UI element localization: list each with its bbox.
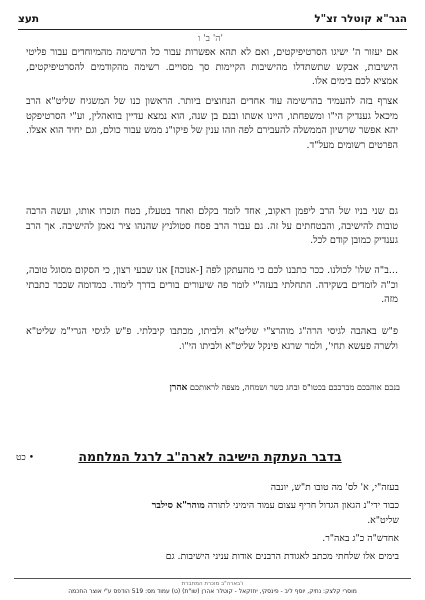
header-page-number: תעצ xyxy=(18,13,40,25)
paragraph-4: ...ב"ה שלו' לכולנו. ככר כתבנו לכם כי מהעתקן לפה [-אנוכה] אנו שבעי רצון, כי הסקום מסוגל טובה, וכ"ה לומדים בשקידה. התחלתי בעזה"י לומר פה שיעורים בורים בדרך לימוד. כמדומה שככר כתבתי מזה. xyxy=(26,265,398,305)
section-title: בדבר העתקת הישיבה לארה"ב לרגל המלחמה xyxy=(78,449,342,464)
footer-note: ו'בארה"ב מוכרת המחברת xyxy=(181,581,244,587)
header-title: הגר"א קוטלר זצ"ל xyxy=(314,13,407,25)
letter-body: בימים אלו שלחתי מכתב לאגודת הרבנים אודות עניני הישיבות. גם xyxy=(165,551,399,562)
letter-greeting xyxy=(152,500,399,511)
closing-line xyxy=(90,382,400,393)
footer-source: מוסרי קלצק: נתיק, יוסף ליב - פינסקי, יחזקאל - קוטלר אהרן (שו"ת) (ט) עמוד מס: 519 הודפס ע"י אוצר החכמה xyxy=(68,588,357,595)
paragraph-1: אם יעזור ה' ישיגו הסרטיפיקטים, ואם לא תהא אפשרות עבור כל הרשימה מהמיוחדים עבור פליטי הישיבות, אבקש שתשתדלו מהישיבות הקיימות סך מסויים. רשימה מהקודמים להסרטיפיקטים, אמציא לכם בימים אלו. xyxy=(26,47,398,87)
letter-honorific: שליט"א. xyxy=(367,515,399,526)
running-header xyxy=(18,9,407,30)
ornament-mark: ה' ב' ו' xyxy=(198,34,223,44)
letter-date: בעזה"י, א' לס' מה טובו ת"ש, יונבה xyxy=(270,482,399,493)
paragraph-3: גם שני בניו של הרב ליפמן ראקוב, אחד לומד בקלם ואחד בטעלז, בטח תזכרו אותו, ועשה הרבה טובות להישיבה, והבטחתים על זה. גם עבור הרב פסח סטולניץ שהנהו ציר נאמן להישיבה. אך הרב גענדיק כמובן קודם לכל. xyxy=(26,206,398,246)
paragraph-5: פ"ש באהבה לגיסי הרה"ג מוהרצ"י שליט"א ולביתו, מכתבו קיבלתי. פ"ש לגיסי הגרי"מ שליט"א ולשרה פעשא תחי', ולמר שרגא פינקל שליט"א ולביתו הי"ו. xyxy=(26,326,398,352)
paragraph-2: אצרף בזה להעמיד בהרשימה עוד אחדים הנחוצים ביותר. הראשון כנו של המשגיח שליט"א הרב מיכאל גענדיק הי"ו ומשפחתו, היינו אשתו ובנם בן שנה, הוא נמצא עדיין בוואהלין, וע"י הסרטיפקט יהא אפשר שרשיון הממשלה להעבירם לפה וזהו ענין של פיקו"נ ממש עבור כולם, וגם יחיד הוא אצלו. הפרטים רשומים מעל"ד. xyxy=(26,96,398,151)
recipient-name: מוהר"א סילבר xyxy=(151,500,205,511)
greeting-text: כבוד ידי"נ הגאון הגדול חריף עצום עמוד הימיני לתורה xyxy=(207,500,399,511)
signature: אהרן xyxy=(169,383,188,393)
closing-text: בנכם אוהבכם מברככם בכטו"ס ובחג כשר ושמחה, מצפה לראותכם xyxy=(189,382,400,392)
letter-number: כט • xyxy=(16,453,35,463)
letter-salutation: אחדש"ה כ"ג באה"ר. xyxy=(322,533,399,544)
page-footer xyxy=(14,578,411,595)
